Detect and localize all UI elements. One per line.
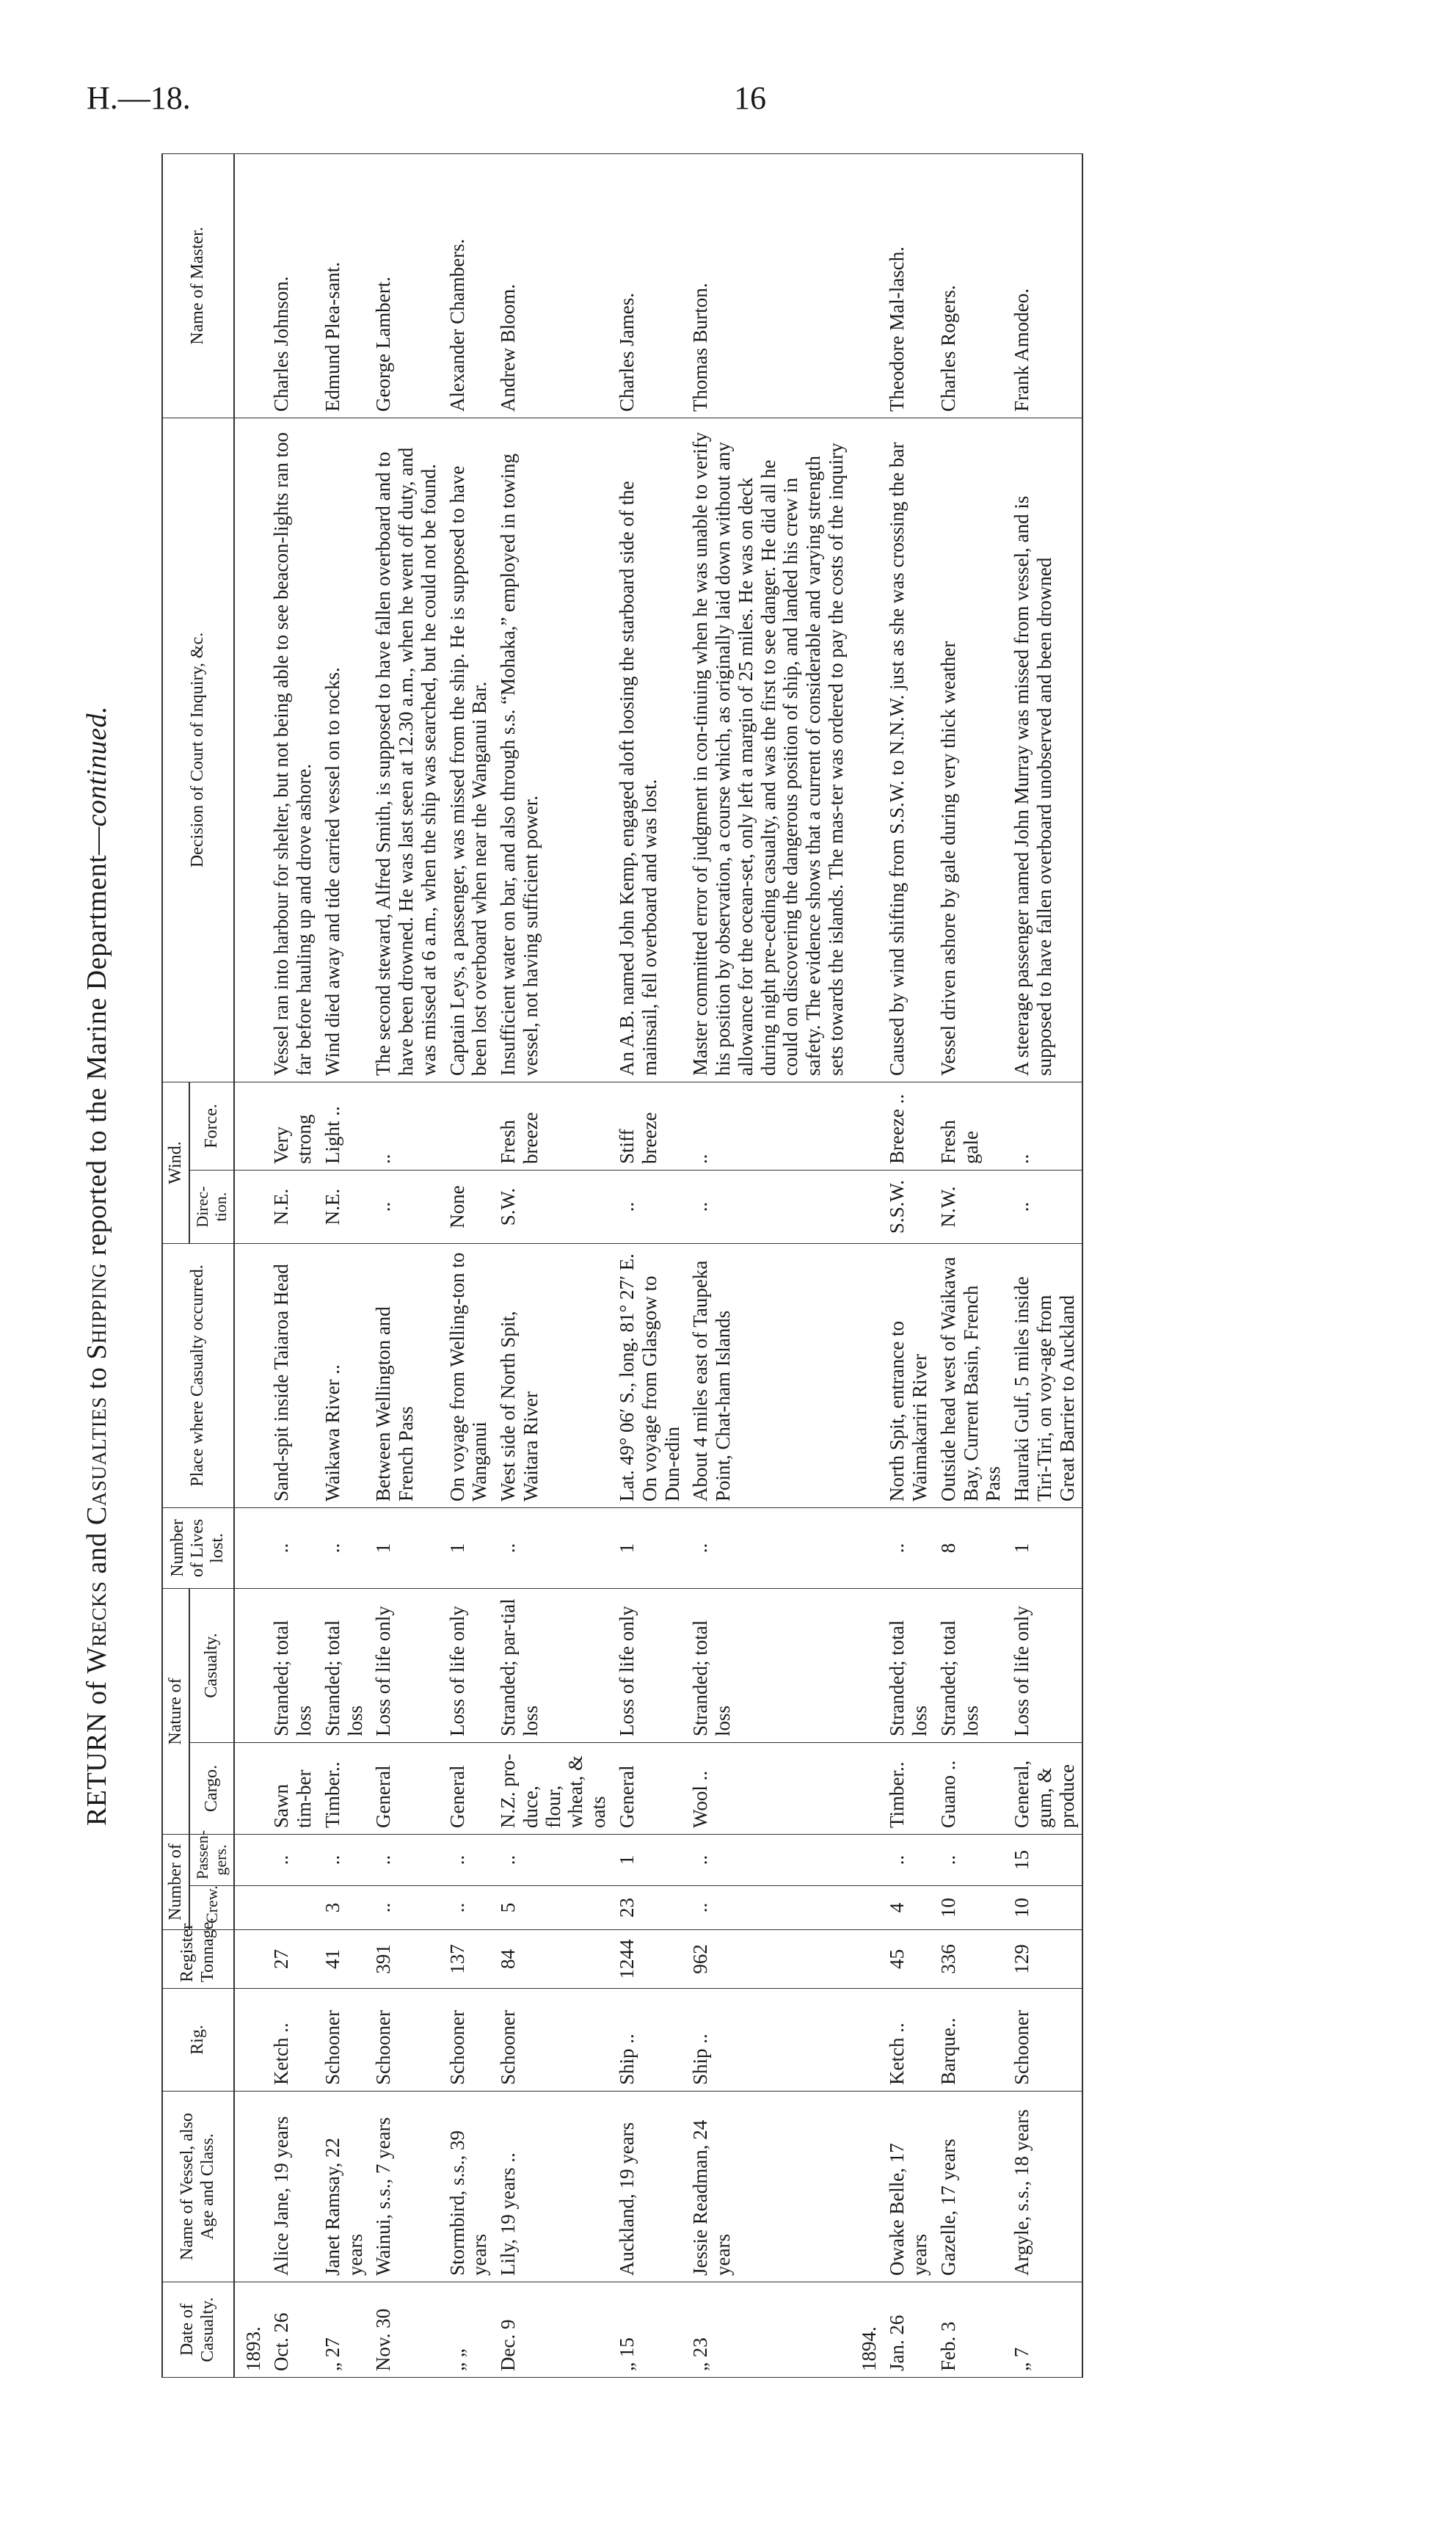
table-row xyxy=(369,153,443,2377)
header-vessel: Name of Vessel, also Age and Class. xyxy=(162,2092,234,2282)
master-cell: Frank Amodeo. xyxy=(1008,153,1082,418)
cargo-cell: Guano .. xyxy=(934,1742,1008,1834)
day: „ xyxy=(445,2348,468,2358)
page-identifier: H.—18. xyxy=(87,80,191,116)
casualty-cell: Stranded; total loss xyxy=(267,1588,318,1742)
master-cell: Andrew Bloom. xyxy=(494,153,613,418)
crew-cell: .. xyxy=(443,1886,495,1930)
lives-cell: .. xyxy=(883,1507,934,1588)
master-cell: Charles James. xyxy=(613,153,686,418)
rig-cell: Schooner xyxy=(1008,1989,1082,2092)
rig-cell: Ship .. xyxy=(613,1989,686,2092)
direction-cell: S.W. xyxy=(494,1170,613,1243)
direction-cell: N.E. xyxy=(267,1170,318,1243)
header-decision: Decision of Court of Inquiry, &c. xyxy=(162,418,234,1082)
day: 7 xyxy=(1011,2347,1033,2358)
month: „ xyxy=(321,2362,343,2371)
day: 3 xyxy=(936,2321,959,2332)
day: 30 xyxy=(372,2308,395,2329)
cargo-cell: Timber.. xyxy=(883,1742,934,1834)
master-cell: Alexander Chambers. xyxy=(443,153,495,418)
lives-cell: .. xyxy=(686,1507,850,1588)
day: 26 xyxy=(886,2315,909,2335)
date-cell xyxy=(318,2282,370,2378)
passengers-cell: .. xyxy=(267,1834,318,1885)
header-number-of: Number of xyxy=(162,1834,189,1929)
crew-cell: 4 xyxy=(883,1886,934,1930)
vessel-cell: Jessie Readman, 24 years xyxy=(686,2092,850,2282)
lives-cell: 1 xyxy=(613,1507,686,1588)
month: Jan. xyxy=(886,2340,909,2371)
vessel-cell: Stormbird, s.s., 39 years xyxy=(443,2092,495,2282)
tonnage-cell: 336 xyxy=(934,1930,1008,1989)
table-row xyxy=(494,153,613,2377)
decision-cell: Insufficient water on bar, and also through s.s. “Mohaka,” employed in towing vessel, not having sufficient power. xyxy=(494,418,613,1082)
month: Dec. xyxy=(497,2334,520,2371)
date-cell xyxy=(613,2282,686,2378)
force-cell: .. xyxy=(369,1082,443,1170)
header-wind-direction: Direc-tion. xyxy=(189,1170,233,1243)
direction-cell: S.S.W. xyxy=(883,1170,934,1243)
caption-shipping: Shipping xyxy=(81,1263,112,1360)
passengers-cell: .. xyxy=(686,1834,850,1885)
cargo-cell: General xyxy=(443,1742,495,1834)
caption-wrecks: Wrecks xyxy=(81,1581,112,1674)
casualty-cell: Loss of life only xyxy=(369,1588,443,1742)
month: „ xyxy=(616,2362,638,2371)
year-row-1893 xyxy=(234,153,268,2377)
casualty-cell: Stranded; total loss xyxy=(686,1588,850,1742)
decision-cell: Wind died away and tide carried vessel on to rocks. xyxy=(318,418,370,1082)
tonnage-cell: 41 xyxy=(318,1930,370,1989)
caption-suffix: reported to the Marine Department— xyxy=(81,826,112,1264)
date-cell xyxy=(494,2282,613,2378)
place-cell: North Spit, entrance to Waimakariri River xyxy=(883,1243,934,1507)
passengers-cell: .. xyxy=(443,1834,495,1885)
cargo-cell: Timber.. xyxy=(318,1742,370,1834)
month: „ xyxy=(689,2362,712,2371)
place-cell: About 4 miles east of Taupeka Point, Chat-ham Islands xyxy=(686,1243,850,1507)
direction-cell: .. xyxy=(613,1170,686,1243)
header-wind: Wind. xyxy=(162,1082,189,1243)
lives-cell: 8 xyxy=(934,1507,1008,1588)
table-row xyxy=(883,153,934,2377)
vessel-cell: Auckland, 19 years xyxy=(613,2092,686,2282)
header-casualty: Casualty. xyxy=(189,1588,233,1742)
decision-cell: Caused by wind shifting from S.S.W. to N.N.W. just as she was crossing the bar xyxy=(883,418,934,1082)
rig-cell: Barque.. xyxy=(934,1989,1008,2092)
crew-cell: 10 xyxy=(934,1886,1008,1930)
cargo-cell: Wool .. xyxy=(686,1742,850,1834)
rig-cell: Schooner xyxy=(318,1989,370,2092)
casualty-cell: Stranded; total loss xyxy=(883,1588,934,1742)
cargo-cell: General, gum, & produce xyxy=(1008,1742,1082,1834)
crew-cell: 3 xyxy=(318,1886,370,1930)
header-cargo: Cargo. xyxy=(189,1742,233,1834)
place-cell: West side of North Spit, Waitara River xyxy=(494,1243,613,1507)
passengers-cell: .. xyxy=(369,1834,443,1885)
page-number: 16 xyxy=(734,80,766,116)
header-wind-force: Force. xyxy=(189,1082,233,1170)
header-tonnage: Register Tonnage. xyxy=(162,1930,234,1989)
lives-cell: 1 xyxy=(1008,1507,1082,1588)
wrecks-table xyxy=(161,153,1083,2378)
place-cell: On voyage from Welling-ton to Wanganui xyxy=(443,1243,495,1507)
decision-cell: A steerage passenger named John Murray was missed from vessel, and is supposed to have fallen overboard unobserved and been drowned xyxy=(1008,418,1082,1082)
tonnage-cell: 1244 xyxy=(613,1930,686,1989)
rig-cell: Ketch .. xyxy=(267,1989,318,2092)
table-row xyxy=(613,153,686,2377)
crew-cell: .. xyxy=(686,1886,850,1930)
table-row xyxy=(318,153,370,2377)
header-master: Name of Master. xyxy=(162,153,234,418)
day: 9 xyxy=(497,2319,520,2330)
decision-cell: The second steward, Alfred Smith, is supposed to have fallen overboard and to have been drowned. He was last seen at 12.30 a.m., when he went off duty, and was missed at 6 a.m., when the ship was searched, but he could not be found. xyxy=(369,418,443,1082)
header-passengers: Passen-gers. xyxy=(189,1834,233,1885)
vessel-cell: Alice Jane, 19 years xyxy=(267,2092,318,2282)
crew-cell: .. xyxy=(369,1886,443,1930)
master-cell: George Lambert. xyxy=(369,153,443,418)
place-cell: Lat. 49° 06′ S., long. 81° 27′ E. On voyage from Glasgow to Dun-edin xyxy=(613,1243,686,1507)
year-label: 1894. xyxy=(851,2282,884,2378)
force-cell: Light .. xyxy=(318,1082,370,1170)
casualty-cell: Loss of life only xyxy=(1008,1588,1082,1742)
force-cell: .. xyxy=(1008,1082,1082,1170)
direction-cell: N.W. xyxy=(934,1170,1008,1243)
rig-cell: Schooner xyxy=(369,1989,443,2092)
place-cell: Sand-spit inside Taiaroa Head xyxy=(267,1243,318,1507)
rig-cell: Schooner xyxy=(443,1989,495,2092)
caption-to: to xyxy=(81,1359,112,1397)
force-cell: Fresh breeze xyxy=(494,1082,613,1170)
rotated-return-table xyxy=(81,154,1358,2378)
date-cell xyxy=(934,2282,1008,2378)
header-place: Place where Casualty occurred. xyxy=(162,1243,234,1507)
date-cell xyxy=(443,2282,495,2378)
vessel-cell: Owake Belle, 17 years xyxy=(883,2092,934,2282)
direction-cell: .. xyxy=(369,1170,443,1243)
casualty-cell: Stranded; par-tial loss xyxy=(494,1588,613,1742)
lives-cell: .. xyxy=(318,1507,370,1588)
crew-cell xyxy=(267,1886,318,1930)
vessel-cell: Janet Ramsay, 22 years xyxy=(318,2092,370,2282)
header-nature-of: Nature of xyxy=(162,1588,189,1834)
passengers-cell: .. xyxy=(883,1834,934,1885)
date-cell xyxy=(686,2282,850,2378)
year-row-1894 xyxy=(851,153,884,2377)
year-label: 1893. xyxy=(234,2282,268,2378)
decision-cell: Captain Leys, a passenger, was missed from the ship. He is supposed to have been lost overboard when near the Wanganui Bar. xyxy=(443,418,495,1082)
rig-cell: Schooner xyxy=(494,1989,613,2092)
date-cell xyxy=(883,2282,934,2378)
month: Nov. xyxy=(372,2333,395,2371)
passengers-cell: .. xyxy=(934,1834,1008,1885)
day: 23 xyxy=(689,2337,712,2358)
lives-cell: .. xyxy=(267,1507,318,1588)
table-caption xyxy=(81,154,113,2378)
place-cell: Outside head west of Waikawa Bay, Current Basin, French Pass xyxy=(934,1243,1008,1507)
date-cell xyxy=(267,2282,318,2378)
lives-cell: 1 xyxy=(443,1507,495,1588)
cargo-cell: General xyxy=(369,1742,443,1834)
force-cell: Stiff breeze xyxy=(613,1082,686,1170)
table-row xyxy=(686,153,850,2377)
day: 15 xyxy=(616,2337,638,2358)
casualty-cell: Loss of life only xyxy=(613,1588,686,1742)
lives-cell: 1 xyxy=(369,1507,443,1588)
caption-continued: continued. xyxy=(81,705,112,827)
vessel-cell: Wainui, s.s., 7 years xyxy=(369,2092,443,2282)
master-cell: Theodore Mal-lasch. xyxy=(883,153,934,418)
master-cell: Thomas Burton. xyxy=(686,153,850,418)
tonnage-cell: 137 xyxy=(443,1930,495,1989)
place-cell: Waikawa River .. xyxy=(318,1243,370,1507)
force-cell: Fresh gale xyxy=(934,1082,1008,1170)
passengers-cell: 1 xyxy=(613,1834,686,1885)
force-cell xyxy=(443,1082,495,1170)
header-lives-lost: Number of Lives lost. xyxy=(162,1507,234,1588)
decision-cell: Master committed error of judgment in con-tinuing when he was unable to verify his position by observation, a course which, as originally laid down without any allowance for the ocean-set, only left a margin of 25 miles. He was on deck during night pre-ceding casualty, and was the first to see danger. He did all he could on discovering the dangerous position of ship, and landed his crew in safety. The evidence shows that a current of considerable and varying strength sets towards the islands. The mas-ter was ordered to pay the costs of the inquiry xyxy=(686,418,850,1082)
decision-cell: Vessel ran into harbour for shelter, but not being able to see beacon-lights ran too far before hauling up and drove ashore. xyxy=(267,418,318,1082)
crew-cell: 5 xyxy=(494,1886,613,1930)
direction-cell: .. xyxy=(1008,1170,1082,1243)
casualty-cell: Stranded; total loss xyxy=(934,1588,1008,1742)
tonnage-cell: 391 xyxy=(369,1930,443,1989)
rig-cell: Ketch .. xyxy=(883,1989,934,2092)
crew-cell: 10 xyxy=(1008,1886,1082,1930)
passengers-cell: .. xyxy=(318,1834,370,1885)
day: 27 xyxy=(321,2337,343,2358)
month: Feb. xyxy=(936,2336,959,2371)
day: 26 xyxy=(270,2312,293,2333)
lives-cell: .. xyxy=(494,1507,613,1588)
place-cell: Between Wellington and French Pass xyxy=(369,1243,443,1507)
direction-cell: N.E. xyxy=(318,1170,370,1243)
vessel-cell: Argyle, s.s., 18 years xyxy=(1008,2092,1082,2282)
vessel-cell: Lily, 19 years .. xyxy=(494,2092,613,2282)
decision-cell: Vessel driven ashore by gale during very thick weather xyxy=(934,418,1008,1082)
header-crew: Crew. xyxy=(189,1886,233,1930)
direction-cell: .. xyxy=(686,1170,850,1243)
tonnage-cell: 84 xyxy=(494,1930,613,1989)
table-row xyxy=(1008,153,1082,2377)
tonnage-cell: 45 xyxy=(883,1930,934,1989)
decision-cell: An A.B. named John Kemp, engaged aloft loosing the starboard side of the mainsail, fell overboard and was lost. xyxy=(613,418,686,1082)
date-cell xyxy=(1008,2282,1082,2378)
place-cell: Hauraki Gulf, 5 miles inside Tiri-Tiri, on voy-age from Great Barrier to Auckland xyxy=(1008,1243,1082,1507)
force-cell: Very strong xyxy=(267,1082,318,1170)
master-cell: Charles Johnson. xyxy=(267,153,318,418)
tonnage-cell: 129 xyxy=(1008,1930,1082,1989)
crew-cell: 23 xyxy=(613,1886,686,1930)
header-rig: Rig. xyxy=(162,1989,234,2092)
header-date: Date of Casualty. xyxy=(162,2282,234,2378)
passengers-cell: .. xyxy=(494,1834,613,1885)
tonnage-cell: 27 xyxy=(267,1930,318,1989)
caption-prefix: RETURN of xyxy=(81,1673,112,1827)
month: „ xyxy=(1011,2362,1033,2371)
casualty-cell: Stranded; total loss xyxy=(318,1588,370,1742)
table-row xyxy=(267,153,318,2377)
caption-casualties: Casualties xyxy=(81,1397,112,1526)
month: Oct. xyxy=(270,2337,293,2371)
table-row xyxy=(934,153,1008,2377)
cargo-cell: N.Z. pro-duce, flour, wheat, & oats xyxy=(494,1742,613,1834)
passengers-cell: 15 xyxy=(1008,1834,1082,1885)
force-cell: .. xyxy=(686,1082,850,1170)
master-cell: Charles Rogers. xyxy=(934,153,1008,418)
direction-cell: None xyxy=(443,1170,495,1243)
master-cell: Edmund Plea-sant. xyxy=(318,153,370,418)
table-row xyxy=(443,153,495,2377)
rig-cell: Ship .. xyxy=(686,1989,850,2092)
cargo-cell: Sawn tim-ber xyxy=(267,1742,318,1834)
vessel-cell: Gazelle, 17 years xyxy=(934,2092,1008,2282)
casualty-cell: Loss of life only xyxy=(443,1588,495,1742)
caption-and: and xyxy=(81,1525,112,1581)
force-cell: Breeze .. xyxy=(883,1082,934,1170)
cargo-cell: General xyxy=(613,1742,686,1834)
tonnage-cell: 962 xyxy=(686,1930,850,1989)
month: „ xyxy=(445,2362,468,2371)
date-cell xyxy=(369,2282,443,2378)
